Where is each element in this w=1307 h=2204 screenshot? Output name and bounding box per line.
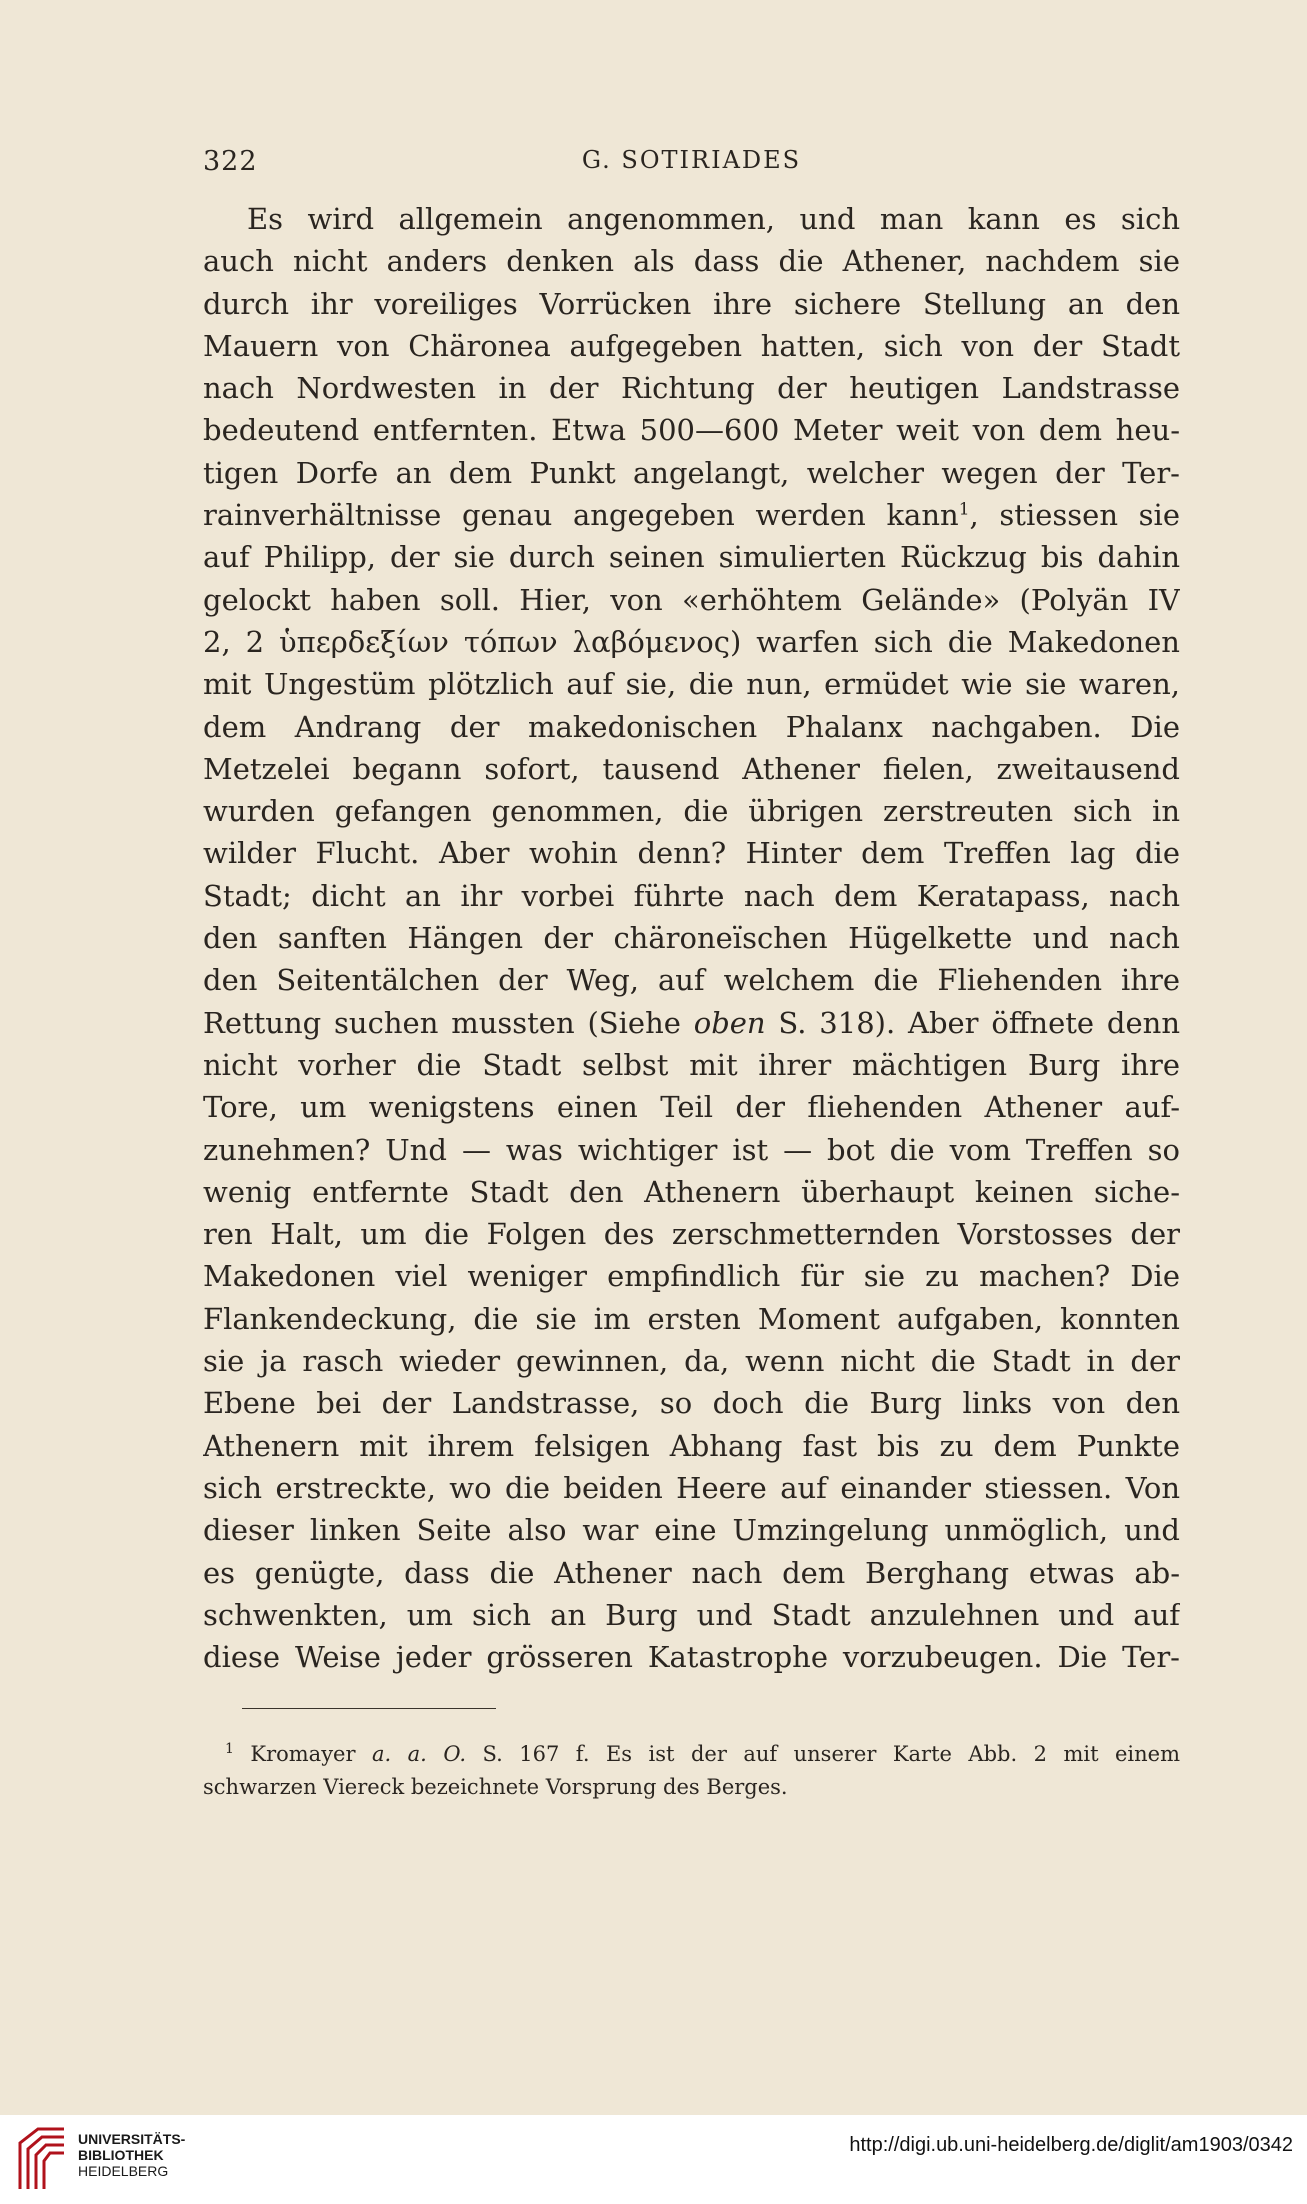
text-segment: S. 318). Aber öffnete denn [765, 1005, 1180, 1040]
text-line: es genügte, dass die Athener nach dem Berghang etwas ab- [203, 1555, 1180, 1590]
text-line: schwenkten, um sich an Burg und Stadt anzulehnen und auf [203, 1597, 1180, 1632]
text-line: nach Nordwesten in der Richtung der heutigen Landstrasse [203, 371, 1180, 406]
text-line: diese Weise jeder grösseren Katastrophe vorzubeugen. Die Ter- [203, 1640, 1180, 1675]
text-line: zunehmen? Und — was wichtiger ist — bot die vom Treffen so [203, 1132, 1180, 1167]
footnote-divider [242, 1708, 496, 1709]
page-number: 322 [203, 146, 258, 177]
text-line: 2, 2 ὑπερδεξίων τόπων λαβόμενος) warfen sich die Makedonen [203, 624, 1180, 659]
text-line: ren Halt, um die Folgen des zerschmetternden Vorstosses der [203, 1217, 1180, 1252]
text-line: gelockt haben soll. Hier, von «erhöhtem Gelände» (Polyän IV [203, 582, 1180, 617]
footnote [203, 1738, 1180, 1804]
footnote-line [203, 1738, 1180, 1771]
running-head: G. SOTIRIADES [581, 146, 802, 174]
text-line: dieser linken Seite also war eine Umzingelung unmöglich, und [203, 1513, 1180, 1548]
text-line: sie ja rasch wieder gewinnen, da, wenn nicht die Stadt in der [203, 1344, 1180, 1379]
main-text [203, 198, 1180, 1678]
viewer-footer [0, 2115, 1307, 2204]
text-line: sich erstreckte, wo die beiden Heere auf einander stiessen. Von [203, 1470, 1180, 1505]
text-line: wilder Flucht. Aber wohin denn? Hinter dem Treffen lag die [203, 836, 1180, 871]
footnote-marker: 1 [225, 1741, 234, 1757]
library-name [78, 2131, 185, 2179]
page-header [203, 146, 1180, 186]
text-line: Mauern von Chäronea aufgegeben hatten, sich von der Stadt [203, 328, 1180, 363]
text-segment: Kromayer [233, 1742, 372, 1766]
text-line: Es wird allgemein angenommen, und man kann es sich [247, 202, 1180, 236]
text-line: Flankendeckung, die sie im ersten Moment aufgaben, konnten [203, 1301, 1180, 1336]
footnote-reference[interactable]: 1 [958, 499, 970, 520]
text-line: bedeutend entfernten. Etwa 500—600 Meter weit von dem heu- [203, 413, 1180, 448]
text-line: Athenern mit ihrem felsigen Abhang fast bis zu dem Punkte [203, 1428, 1180, 1463]
footnote-line: schwarzen Viereck bezeichnete Vorsprung des Berges. [203, 1775, 788, 1799]
text-line: tigen Dorfe an dem Punkt angelangt, welcher wegen der Ter- [203, 455, 1180, 490]
text-line [203, 1002, 1180, 1044]
text-line: auf Philipp, der sie durch seinen simulierten Rückzug bis dahin [203, 540, 1180, 575]
library-name-line: UNIVERSITÄTS- [78, 2131, 186, 2147]
italic-text: oben [693, 1005, 766, 1040]
text-line: Tore, um wenigstens einen Teil der fliehenden Athener auf- [203, 1090, 1180, 1125]
text-line: Metzelei begann sofort, tausend Athener fielen, zweitausend [203, 751, 1180, 786]
text-line: durch ihr voreiliges Vorrücken ihre sichere Stellung an den [203, 286, 1180, 321]
permalink-url[interactable]: http://digi.ub.uni-heidelberg.de/diglit/am1903/0342 [849, 2134, 1293, 2156]
text-segment: rainverhältnisse genau angegeben werden kann [203, 498, 959, 533]
text-line: Stadt; dicht an ihr vorbei führte nach dem Keratapass, nach [203, 878, 1180, 913]
library-name-line: HEIDELBERG [78, 2163, 169, 2179]
library-logo-icon [14, 2125, 70, 2195]
text-line: Makedonen viel weniger empfindlich für sie zu machen? Die [203, 1259, 1180, 1294]
text-segment: S. 167 f. Es ist der auf unserer Karte Abb. 2 mit einem [466, 1742, 1180, 1766]
text-line [203, 494, 1180, 536]
text-line: den Seitentälchen der Weg, auf welchem die Fliehenden ihre [203, 963, 1180, 998]
text-line: dem Andrang der makedonischen Phalanx nachgaben. Die [203, 709, 1180, 744]
text-segment: Rettung suchen mussten (Siehe [203, 1005, 681, 1040]
text-line: auch nicht anders denken als dass die Athener, nachdem sie [203, 244, 1180, 279]
text-line: nicht vorher die Stadt selbst mit ihrer mächtigen Burg ihre [203, 1047, 1180, 1082]
text-line: wurden gefangen genommen, die übrigen zerstreuten sich in [203, 794, 1180, 829]
text-line: den sanften Hängen der chäroneïschen Hügelkette und nach [203, 921, 1180, 956]
text-line: wenig entfernte Stadt den Athenern überhaupt keinen siche- [203, 1174, 1180, 1209]
italic-text: a. a. O. [372, 1742, 466, 1766]
library-name-line: BIBLIOTHEK [78, 2147, 164, 2163]
text-line: Ebene bei der Landstrasse, so doch die Burg links von den [203, 1386, 1180, 1421]
text-segment: , stiessen sie [969, 498, 1180, 533]
text-line: mit Ungestüm plötzlich auf sie, die nun, ermüdet wie sie waren, [203, 667, 1180, 702]
